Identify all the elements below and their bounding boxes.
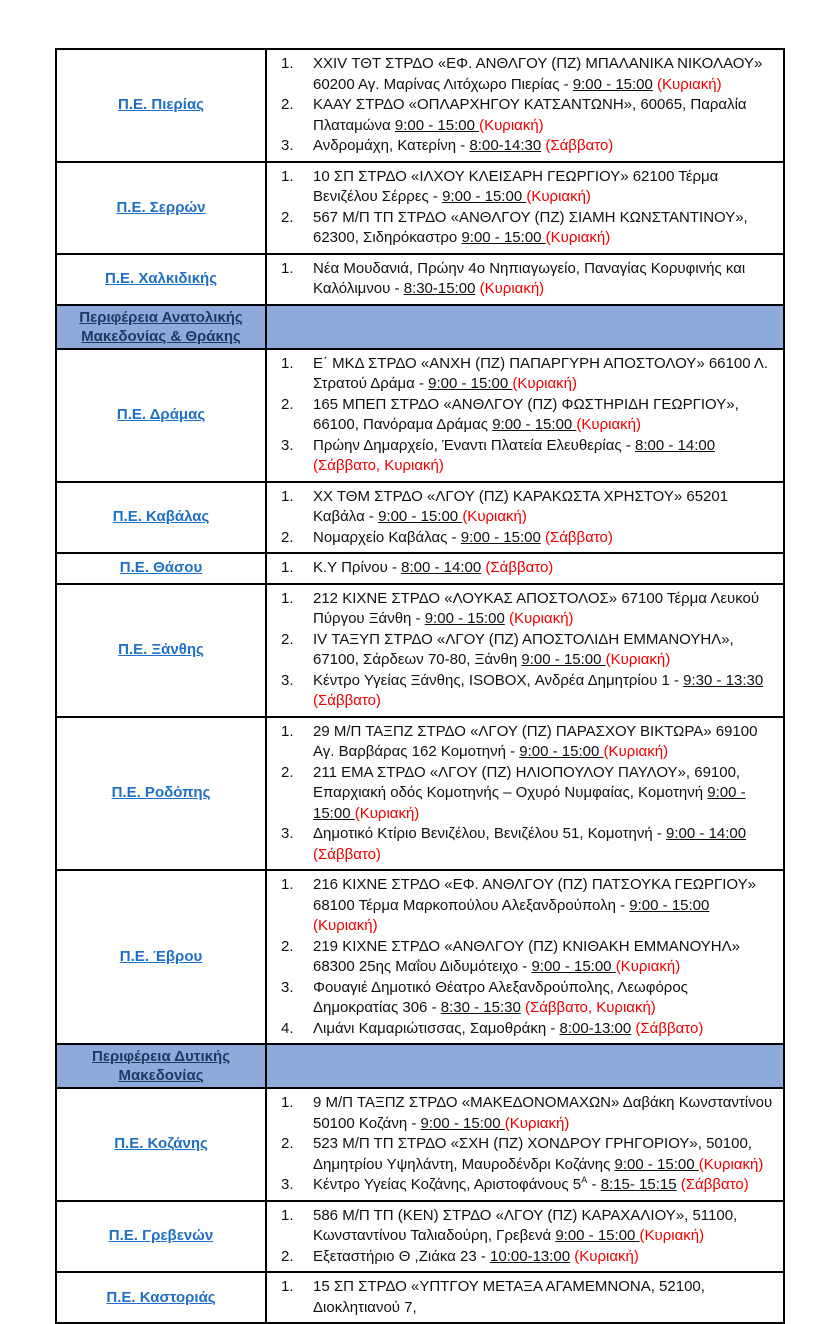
item-day-text: (Κυριακή) (462, 508, 527, 525)
section-header-spacer-cell (267, 1045, 783, 1087)
region-row (57, 583, 783, 716)
region-row (57, 50, 783, 161)
region-row (57, 481, 783, 553)
item-plain-text: Κέντρο Υγείας Κοζάνης, Αριστοφάνους 5 (313, 1176, 582, 1193)
item-day-text: (Σάββατο) (541, 137, 614, 154)
location-item (271, 259, 775, 300)
region-link[interactable]: Π.Ε. Καστοριάς (106, 1288, 216, 1306)
item-text (313, 167, 775, 208)
item-text (313, 722, 775, 763)
item-hours-text: 9:00 - 15:00 (420, 1114, 505, 1132)
locations-cell (267, 163, 783, 253)
item-hours-text: 9:00 - 15:00 (460, 528, 541, 546)
item-text (313, 875, 775, 937)
item-hours-text: 8:30-15:00 (403, 280, 476, 297)
item-hours-text: 9:00 - 15:00 (519, 743, 604, 760)
location-item (271, 528, 775, 549)
region-link[interactable]: Π.Ε. Κοζάνης (114, 1135, 208, 1153)
item-number: 1. (281, 1094, 294, 1111)
item-text (313, 208, 775, 249)
item-plain-text: Λιμάνι Καμαριώτισσας, Σαμοθράκη - (313, 1019, 560, 1037)
item-day-text: (Κυριακή) (479, 116, 544, 134)
locations-cell (267, 585, 783, 716)
item-day-text: (Σάββατο) (676, 1176, 749, 1193)
region-name-cell (57, 871, 267, 1043)
item-hours-text: 8:00 - 14:00 (634, 436, 716, 454)
locations-cell (267, 1202, 783, 1272)
item-day-text: (Κυριακή) (605, 651, 671, 668)
item-hours-text: 9:30 - 13:30 (683, 671, 764, 689)
item-number: 1. (281, 259, 294, 277)
region-name-cell (57, 1273, 267, 1322)
item-plain-text: 15 ΣΠ ΣΤΡΔΟ «ΥΠΤΓΟΥ ΜΕΤΑΞΑ ΑΓΑΜΕΜΝΟΝΑ, 52100, Διοκλητιανού 7, (313, 1278, 705, 1316)
item-day-text: (Κυριακή) (698, 1155, 764, 1173)
item-text (313, 630, 775, 671)
item-text (313, 824, 775, 865)
item-hours-text: 8:00 - 14:00 (401, 559, 482, 576)
item-plain-text: ΚΑΑΥ ΣΤΡΔΟ «ΟΠΛΑΡΧΗΓΟΥ ΚΑΤΣΑΝΤΩΝΗ», 60065, Παραλία Πλαταμώνα (313, 96, 747, 134)
item-number: 1. (281, 876, 294, 893)
item-text (313, 528, 775, 549)
region-link[interactable]: Π.Ε. Δράμας (116, 406, 206, 423)
item-number: 3. (281, 825, 294, 842)
item-hours-text: 8:30 - 15:30 (440, 999, 521, 1016)
item-text (313, 671, 775, 712)
item-plain-text: 211 ΕΜΑ ΣΤΡΔΟ «ΛΓΟΥ (ΠΖ) ΗΛΙΟΠΟΥΛΟΥ ΠΑΥΛΟΥ», 69100, Επαρχιακή οδός Κομοτηνής – Οχυρό Νυμφαίας, Κομοτηνή (313, 763, 741, 801)
item-number: 2. (281, 1247, 294, 1265)
item-plain-text: 567 Μ/Π ΤΠ ΣΤΡΔΟ «ΑΝΘΛΓΟΥ (ΠΖ) ΣΙΑΜΗ ΚΩΝΣΤΑΝΤΙΝΟΥ», 62300, Σιδηρόκαστρο (313, 208, 748, 246)
item-day-text: (Κυριακή) (504, 1114, 570, 1132)
location-item (271, 1247, 775, 1268)
item-number: 2. (281, 630, 294, 648)
item-day-text: (Κυριακή) (576, 416, 641, 433)
item-number: 3. (281, 436, 294, 454)
item-day-text: (Σάββατο) (631, 1019, 704, 1037)
item-plain-text: Κέντρο Υγείας Ξάνθης, ISOBOX, Ανδρέα Δημητρίου 1 - (313, 671, 684, 689)
item-plain-text: Εξεταστήριο Θ ,Ζιάκα 23 - (313, 1247, 491, 1265)
section-header-cell (57, 1045, 267, 1087)
item-day-text: (Σάββατο, Κυριακή) (313, 457, 444, 474)
item-number: 1. (281, 559, 294, 576)
item-text (313, 1175, 775, 1196)
item-text (313, 763, 775, 825)
item-text (313, 1019, 775, 1040)
item-number: 2. (281, 763, 294, 781)
item-number: 3. (281, 1176, 294, 1193)
section-header-cell (57, 306, 267, 348)
item-plain-text: 9 Μ/Π ΤΑΞΠΖ ΣΤΡΔΟ «ΜΑΚΕΔΟΝΟΜΑΧΩΝ» Δαβάκη Κωνσταντίνου 50100 Κοζάνη - (313, 1094, 773, 1132)
item-day-text: (Κυριακή) (570, 1247, 639, 1265)
region-name-cell (57, 350, 267, 481)
location-item (271, 630, 775, 671)
location-item (271, 978, 775, 1019)
location-item (271, 54, 775, 95)
item-number: 4. (281, 1019, 294, 1037)
location-item (271, 1175, 775, 1196)
region-link[interactable]: Π.Ε. Έβρου (119, 948, 203, 965)
item-plain-text: Κ.Υ Πρίνου - (313, 559, 402, 576)
item-day-text: (Κυριακή) (475, 280, 545, 297)
region-link[interactable]: Π.Ε. Θάσου (119, 559, 203, 577)
item-hours-text: 9:00 - 15:00 (428, 375, 513, 392)
region-row (57, 1271, 783, 1322)
region-link[interactable]: Π.Ε. Σερρών (116, 198, 206, 216)
region-name-cell (57, 718, 267, 870)
item-day-text: (Σάββατο) (313, 845, 381, 863)
region-row (57, 348, 783, 481)
location-item (271, 136, 775, 157)
item-text (313, 1206, 775, 1247)
item-plain-text: ΧΧ ΤΘΜ ΣΤΡΔΟ «ΛΓΟΥ (ΠΖ) ΚΑΡΑΚΩΣΤΑ ΧΡΗΣΤΟΥ» 65201 Καβάλα - (313, 487, 729, 525)
region-name-cell (57, 1202, 267, 1272)
region-row (57, 1200, 783, 1272)
item-number: 1. (281, 354, 294, 372)
location-item (271, 208, 775, 249)
location-item (271, 1206, 775, 1247)
item-number: 2. (281, 528, 294, 546)
item-number: 2. (281, 96, 294, 113)
section-header-row (57, 304, 783, 348)
item-text (313, 54, 775, 95)
item-number: 2. (281, 395, 294, 413)
item-hours-text: 10:00-13:00 (490, 1247, 571, 1265)
item-hours-text: 9:00 - 15:00 (313, 784, 746, 822)
item-plain-text: Ε΄ ΜΚΔ ΣΤΡΔΟ «ΑΝΧΗ (ΠΖ) ΠΑΠΑΡΓΥΡΗ ΑΠΟΣΤΟΛΟΥ» 66100 Λ. Στρατού Δράμα - (313, 354, 769, 392)
item-day-text: (Κυριακή) (354, 804, 420, 822)
location-item (271, 395, 775, 436)
locations-cell (267, 255, 783, 304)
item-hours-text: 9:00 - 15:00 (614, 1155, 699, 1173)
item-plain-text: Ανδρομάχη, Κατερίνη - (313, 137, 470, 154)
item-text (313, 978, 775, 1019)
item-number: 3. (281, 137, 294, 154)
region-link[interactable]: Π.Ε. Πιερίας (118, 96, 204, 114)
item-text (313, 259, 775, 300)
item-hours-text: 9:00 - 15:00 (442, 188, 527, 205)
region-name-cell (57, 1089, 267, 1200)
region-name-cell (57, 50, 267, 161)
item-number: 1. (281, 722, 294, 740)
location-item (271, 722, 775, 763)
item-plain-text: IV ΤΑΞΥΠ ΣΤΡΔΟ «ΛΓΟΥ (ΠΖ) ΑΠΟΣΤΟΛΙΔΗ ΕΜΜΑΝΟΥΗΛ», 67100, Σάρδεων 70-80, Ξάνθη (313, 630, 734, 668)
item-day-text: (Κυριακή) (615, 958, 681, 975)
location-item (271, 763, 775, 825)
item-day-text: (Κυριακή) (313, 917, 378, 934)
location-item (271, 875, 775, 937)
item-text (313, 487, 775, 528)
item-number: 1. (281, 1278, 294, 1295)
item-hours-text: 9:00 - 15:00 (378, 508, 463, 525)
section-header-label: Περιφέρεια Ανατολικής Μακεδονίας & Θράκης (79, 308, 243, 345)
location-item (271, 436, 775, 477)
item-number: 3. (281, 671, 294, 689)
item-text (313, 937, 775, 978)
region-name-cell (57, 483, 267, 553)
locations-cell (267, 718, 783, 870)
location-item (271, 1093, 775, 1134)
locations-cell (267, 1273, 783, 1322)
location-item (271, 589, 775, 630)
item-hours-text: 9:00 - 15:00 (521, 651, 606, 668)
item-text (313, 436, 775, 477)
item-hours-text: 8:15- 15:15 (600, 1176, 677, 1193)
section-header-spacer-cell (267, 306, 783, 348)
item-day-text: (Κυριακή) (545, 229, 611, 246)
item-day-text: (Σάββατο) (481, 559, 554, 576)
location-item (271, 824, 775, 865)
item-day-text: (Κυριακή) (603, 743, 669, 760)
item-text (313, 95, 775, 136)
location-item (271, 95, 775, 136)
item-number: 2. (281, 937, 294, 955)
item-plain-text: - (587, 1176, 601, 1193)
region-row (57, 552, 783, 583)
locations-cell (267, 350, 783, 481)
item-hours-text: 8:00-14:30 (469, 137, 542, 154)
item-day-text: (Κυριακή) (526, 188, 591, 205)
region-row (57, 716, 783, 870)
section-header-label: Περιφέρεια Δυτικής Μακεδονίας (92, 1048, 230, 1084)
region-row (57, 1087, 783, 1200)
item-text (313, 1247, 775, 1268)
region-row (57, 869, 783, 1043)
item-number: 2. (281, 208, 294, 226)
region-name-cell (57, 554, 267, 583)
item-plain-text: 586 Μ/Π ΤΠ (ΚΕΝ) ΣΤΡΔΟ «ΛΓΟΥ (ΠΖ) ΚΑΡΑΧΑΛΙΟΥ», 51100, Κωνσταντίνου Ταλιαδούρη, Γρεβενά (313, 1206, 738, 1244)
location-item (271, 1134, 775, 1175)
item-number: 1. (281, 589, 294, 607)
item-number: 2. (281, 1135, 294, 1152)
location-item (271, 1019, 775, 1040)
item-day-text: (Σάββατο) (540, 528, 613, 546)
item-plain-text: 29 Μ/Π ΤΑΞΠΖ ΣΤΡΔΟ «ΛΓΟΥ (ΠΖ) ΠΑΡΑΣΧΟΥ ΒΙΚΤΩΡΑ» 69100 Αγ. Βαρβάρας 162 Κομοτηνή - (313, 722, 758, 760)
item-day-text: (Σάββατο, Κυριακή) (520, 999, 656, 1016)
item-text (313, 1134, 775, 1175)
location-item (271, 558, 775, 579)
item-plain-text: 165 ΜΠΕΠ ΣΤΡΔΟ «ΑΝΘΛΓΟΥ (ΠΖ) ΦΩΣΤΗΡΙΔΗ ΓΕΩΡΓΙΟΥ», 66100, Πανόραμα Δράμας (313, 395, 739, 433)
item-hours-text: 8:00-13:00 (559, 1019, 632, 1037)
region-name-cell (57, 255, 267, 304)
region-link[interactable]: Π.Ε. Χαλκιδικής (104, 270, 218, 287)
document-body (55, 48, 785, 1324)
region-row (57, 161, 783, 253)
locations-cell (267, 483, 783, 553)
region-link[interactable]: Π.Ε. Γρεβενών (108, 1227, 214, 1245)
item-plain-text: 216 ΚΙΧΝΕ ΣΤΡΔΟ «ΕΦ. ΑΝΘΛΓΟΥ (ΠΖ) ΠΑΤΣΟΥΚΑ ΓΕΩΡΓΙΟΥ» 68100 Τέρμα Μαρκοπούλου Αλεξανδρούπολη - (313, 876, 756, 914)
item-hours-text: 9:00 - 15:00 (461, 229, 546, 246)
location-item (271, 354, 775, 395)
item-number: 1. (281, 487, 294, 505)
item-hours-text: 9:00 - 15:00 (531, 958, 616, 975)
region-name-cell (57, 585, 267, 716)
item-hours-text: 9:00 - 15:00 (424, 610, 505, 627)
item-plain-text: Νέα Μουδανιά, Πρώην 4ο Νηπιαγωγείο, Παναγίας Κορυφινής και Καλόλιμνου - (313, 259, 746, 297)
item-plain-text: XXIV ΤΘΤ ΣΤΡΔΟ «ΕΦ. ΑΝΘΛΓΟΥ (ΠΖ) ΜΠΑΛΑΝΙΚΑ ΝΙΚΟΛΑΟΥ» 60200 Αγ. Μαρίνας Λιτόχωρο Πιερίας - (313, 55, 763, 93)
region-row (57, 253, 783, 304)
region-link[interactable]: Π.Ε. Ροδόπης (111, 784, 211, 802)
item-text (313, 395, 775, 436)
item-hours-text: 9:00 - 15:00 (492, 416, 577, 433)
section-header-row (57, 1043, 783, 1087)
item-hours-text: 9:00 - 15:00 (572, 75, 653, 93)
location-item (271, 487, 775, 528)
locations-cell (267, 50, 783, 161)
item-day-text: (Κυριακή) (512, 375, 577, 392)
item-plain-text: Φουαγιέ Δημοτικό Θέατρο Αλεξανδρούπολης, Λεωφόρος Δημοκρατίας 306 - (313, 978, 688, 1016)
item-plain-text: Πρώην Δημαρχείο, Έναντι Πλατεία Ελευθερίας - (313, 436, 635, 454)
item-day-text: (Σάββατο) (313, 692, 381, 709)
item-plain-text: Νομαρχείο Καβάλας - (313, 528, 461, 546)
item-plain-text: 212 ΚΙΧΝΕ ΣΤΡΔΟ «ΛΟΥΚΑΣ ΑΠΟΣΤΟΛΟΣ» 67100 Τέρμα Λευκού Πύργου Ξάνθη - (313, 589, 760, 627)
item-plain-text: 10 ΣΠ ΣΤΡΔΟ «ΙΛΧΟΥ ΚΛΕΙΣΑΡΗ ΓΕΩΡΓΙΟΥ» 62100 Τέρμα Βενιζέλου Σέρρες - (313, 167, 719, 205)
item-day-text: (Κυριακή) (652, 75, 722, 93)
item-text (313, 589, 775, 630)
region-name-cell (57, 163, 267, 253)
item-number: 1. (281, 167, 294, 185)
item-hours-text: 9:00 - 15:00 (629, 896, 710, 914)
item-day-text: (Κυριακή) (504, 610, 574, 627)
locations-cell (267, 554, 783, 583)
item-text (313, 558, 775, 579)
item-hours-text: 9:00 - 15:00 (394, 116, 480, 134)
locations-cell (267, 871, 783, 1043)
location-item (271, 937, 775, 978)
locations-cell (267, 1089, 783, 1200)
item-number: 3. (281, 978, 294, 996)
item-text (313, 1277, 775, 1318)
item-hours-text: 9:00 - 14:00 (666, 825, 747, 842)
location-item (271, 671, 775, 712)
item-plain-text: Δημοτικό Κτίριο Βενιζέλου, Βενιζέλου 51, Κομοτηνή - (313, 825, 667, 842)
item-plain-text: 523 Μ/Π ΤΠ ΣΤΡΔΟ «ΣΧΗ (ΠΖ) ΧΟΝΔΡΟΥ ΓΡΗΓΟΡΙΟΥ», 50100, Δημητρίου Υψηλάντη, Μαυροδένδρι Κοζάνης (313, 1135, 752, 1173)
item-text (313, 1093, 775, 1134)
schedule-table (55, 48, 785, 1324)
region-link[interactable]: Π.Ε. Καβάλας (112, 508, 210, 526)
location-item (271, 1277, 775, 1318)
item-number: 1. (281, 55, 294, 72)
item-text (313, 354, 775, 395)
item-text (313, 136, 775, 157)
region-link[interactable]: Π.Ε. Ξάνθης (118, 641, 204, 658)
item-hours-text: 9:00 - 15:00 (555, 1227, 640, 1244)
location-item (271, 167, 775, 208)
item-plain-text: Α (581, 1175, 588, 1185)
item-day-text: (Κυριακή) (639, 1227, 705, 1244)
item-plain-text: 219 ΚΙΧΝΕ ΣΤΡΔΟ «ΑΝΘΛΓΟΥ (ΠΖ) ΚΝΙΘΑΚΗ ΕΜΜΑΝΟΥΗΛ» 68300 25ης Μαΐου Διδυμότειχο - (313, 937, 740, 975)
item-number: 1. (281, 1206, 294, 1224)
